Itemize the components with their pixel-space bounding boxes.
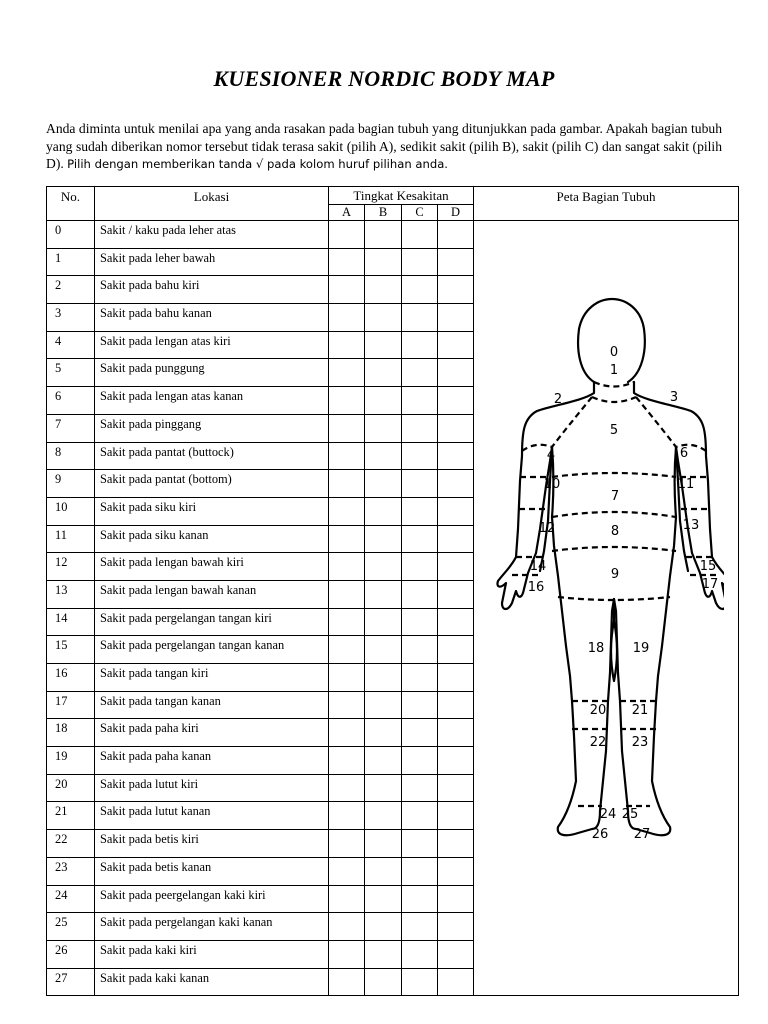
checkbox-cell-b[interactable] bbox=[365, 913, 402, 941]
checkbox-cell-c[interactable] bbox=[402, 553, 438, 581]
checkbox-cell-b[interactable] bbox=[365, 691, 402, 719]
checkbox-cell-d[interactable] bbox=[438, 913, 474, 941]
checkbox-cell-c[interactable] bbox=[402, 747, 438, 775]
row-number: 6 bbox=[47, 387, 95, 415]
row-location: Sakit pada pergelangan tangan kiri bbox=[95, 608, 329, 636]
body-region-label-24: 24 bbox=[599, 807, 617, 822]
header-no: No. bbox=[47, 187, 95, 221]
body-region-label-19: 19 bbox=[632, 641, 650, 656]
checkbox-cell-d[interactable] bbox=[438, 885, 474, 913]
checkbox-cell-c[interactable] bbox=[402, 830, 438, 858]
checkbox-cell-a[interactable] bbox=[329, 608, 365, 636]
checkbox-cell-c[interactable] bbox=[402, 497, 438, 525]
checkbox-cell-a[interactable] bbox=[329, 691, 365, 719]
checkbox-cell-d[interactable] bbox=[438, 442, 474, 470]
waist-lower-line bbox=[552, 512, 676, 517]
checkbox-cell-c[interactable] bbox=[402, 414, 438, 442]
body-map-figure bbox=[494, 281, 724, 866]
row-number: 27 bbox=[47, 968, 95, 996]
checkbox-cell-a[interactable] bbox=[329, 442, 365, 470]
checkbox-cell-b[interactable] bbox=[365, 940, 402, 968]
checkbox-cell-a[interactable] bbox=[329, 414, 365, 442]
checkbox-cell-a[interactable] bbox=[329, 276, 365, 304]
checkbox-cell-b[interactable] bbox=[365, 525, 402, 553]
header-level-d: D bbox=[438, 205, 474, 221]
checkbox-cell-a[interactable] bbox=[329, 940, 365, 968]
checkbox-cell-a[interactable] bbox=[329, 359, 365, 387]
row-location: Sakit pada betis kanan bbox=[95, 857, 329, 885]
checkbox-cell-b[interactable] bbox=[365, 608, 402, 636]
checkbox-cell-c[interactable] bbox=[402, 857, 438, 885]
checkbox-cell-c[interactable] bbox=[402, 691, 438, 719]
row-location: Sakit pada punggung bbox=[95, 359, 329, 387]
checkbox-cell-b[interactable] bbox=[365, 580, 402, 608]
body-region-label-5: 5 bbox=[609, 423, 619, 438]
row-number: 25 bbox=[47, 913, 95, 941]
body-region-label-26: 26 bbox=[591, 827, 609, 842]
checkbox-cell-d[interactable] bbox=[438, 553, 474, 581]
hip-line bbox=[552, 547, 676, 551]
checkbox-cell-b[interactable] bbox=[365, 802, 402, 830]
checkbox-cell-d[interactable] bbox=[438, 636, 474, 664]
checkbox-cell-d[interactable] bbox=[438, 857, 474, 885]
row-number: 18 bbox=[47, 719, 95, 747]
body-region-label-7: 7 bbox=[610, 489, 620, 504]
body-region-label-17: 17 bbox=[701, 577, 719, 592]
neck-lower-line bbox=[592, 397, 636, 402]
checkbox-cell-c[interactable] bbox=[402, 636, 438, 664]
checkbox-cell-c[interactable] bbox=[402, 802, 438, 830]
instructions-main: Anda diminta untuk menilai apa yang anda rasakan pada bagian tubuh yang ditunjukkan pada gambar. Apakah bagian tubuh yang sudah diberikan nomor tersebut tidak terasa sakit (pilih A), sedikit sakit (pilih B), sakit (pilih C) dan sangat sakit (pilih D). bbox=[46, 121, 722, 171]
checkbox-cell-d[interactable] bbox=[438, 664, 474, 692]
checkbox-cell-d[interactable] bbox=[438, 276, 474, 304]
row-location: Sakit pada pergelangan tangan kanan bbox=[95, 636, 329, 664]
body-region-label-21: 21 bbox=[631, 703, 649, 718]
row-location: Sakit pada bahu kiri bbox=[95, 276, 329, 304]
row-location: Sakit pada betis kiri bbox=[95, 830, 329, 858]
checkbox-cell-a[interactable] bbox=[329, 304, 365, 332]
checkbox-cell-a[interactable] bbox=[329, 525, 365, 553]
table-row bbox=[47, 221, 739, 249]
body-region-label-1: 1 bbox=[609, 363, 619, 378]
checkbox-cell-b[interactable] bbox=[365, 221, 402, 249]
row-number: 20 bbox=[47, 774, 95, 802]
row-location: Sakit pada siku kanan bbox=[95, 525, 329, 553]
checkbox-cell-a[interactable] bbox=[329, 885, 365, 913]
checkbox-cell-d[interactable] bbox=[438, 774, 474, 802]
checkbox-cell-b[interactable] bbox=[365, 331, 402, 359]
body-region-label-13: 13 bbox=[682, 518, 700, 533]
body-region-label-27: 27 bbox=[633, 827, 651, 842]
checkbox-cell-b[interactable] bbox=[365, 470, 402, 498]
row-number: 14 bbox=[47, 608, 95, 636]
row-number: 9 bbox=[47, 470, 95, 498]
row-location: Sakit pada bahu kanan bbox=[95, 304, 329, 332]
checkbox-cell-c[interactable] bbox=[402, 608, 438, 636]
checkbox-cell-a[interactable] bbox=[329, 497, 365, 525]
checkbox-cell-c[interactable] bbox=[402, 774, 438, 802]
checkbox-cell-c[interactable] bbox=[402, 276, 438, 304]
checkbox-cell-c[interactable] bbox=[402, 885, 438, 913]
row-location: Sakit pada tangan kanan bbox=[95, 691, 329, 719]
checkbox-cell-a[interactable] bbox=[329, 719, 365, 747]
row-location: Sakit pada pantat (buttock) bbox=[95, 442, 329, 470]
checkbox-cell-a[interactable] bbox=[329, 636, 365, 664]
header-level-a: A bbox=[329, 205, 365, 221]
checkbox-cell-a[interactable] bbox=[329, 802, 365, 830]
checkbox-cell-a[interactable] bbox=[329, 221, 365, 249]
checkbox-cell-a[interactable] bbox=[329, 248, 365, 276]
checkbox-cell-c[interactable] bbox=[402, 221, 438, 249]
body-region-label-2: 2 bbox=[553, 392, 563, 407]
body-region-label-20: 20 bbox=[589, 703, 607, 718]
body-region-label-22: 22 bbox=[589, 735, 607, 750]
row-location: Sakit pada lengan atas kanan bbox=[95, 387, 329, 415]
row-location: Sakit pada lengan atas kiri bbox=[95, 331, 329, 359]
row-location: Sakit pada pantat (bottom) bbox=[95, 470, 329, 498]
checkbox-cell-d[interactable] bbox=[438, 830, 474, 858]
checkbox-cell-b[interactable] bbox=[365, 830, 402, 858]
body-region-label-10: 10 bbox=[543, 477, 561, 492]
row-number: 23 bbox=[47, 857, 95, 885]
row-number: 19 bbox=[47, 747, 95, 775]
checkbox-cell-d[interactable] bbox=[438, 719, 474, 747]
body-region-label-3: 3 bbox=[669, 390, 679, 405]
table-body bbox=[47, 221, 739, 996]
checkbox-cell-d[interactable] bbox=[438, 248, 474, 276]
checkbox-cell-c[interactable] bbox=[402, 913, 438, 941]
row-location: Sakit pada paha kiri bbox=[95, 719, 329, 747]
checkbox-cell-d[interactable] bbox=[438, 747, 474, 775]
checkbox-cell-c[interactable] bbox=[402, 359, 438, 387]
checkbox-cell-a[interactable] bbox=[329, 470, 365, 498]
checkbox-cell-d[interactable] bbox=[438, 304, 474, 332]
checkbox-cell-d[interactable] bbox=[438, 470, 474, 498]
checkbox-cell-b[interactable] bbox=[365, 774, 402, 802]
checkbox-cell-c[interactable] bbox=[402, 470, 438, 498]
checkbox-cell-a[interactable] bbox=[329, 580, 365, 608]
body-region-label-0: 0 bbox=[609, 345, 619, 360]
checkbox-cell-a[interactable] bbox=[329, 331, 365, 359]
row-location: Sakit pada lutut kiri bbox=[95, 774, 329, 802]
checkbox-cell-c[interactable] bbox=[402, 331, 438, 359]
checkbox-cell-b[interactable] bbox=[365, 442, 402, 470]
row-number: 8 bbox=[47, 442, 95, 470]
waist-upper-line bbox=[552, 473, 676, 477]
checkbox-cell-d[interactable] bbox=[438, 497, 474, 525]
row-number: 11 bbox=[47, 525, 95, 553]
header-lokasi: Lokasi bbox=[95, 187, 329, 221]
checkbox-cell-b[interactable] bbox=[365, 636, 402, 664]
checkbox-cell-b[interactable] bbox=[365, 885, 402, 913]
checkbox-cell-c[interactable] bbox=[402, 304, 438, 332]
checkbox-cell-d[interactable] bbox=[438, 608, 474, 636]
row-location: Sakit / kaku pada leher atas bbox=[95, 221, 329, 249]
checkbox-cell-b[interactable] bbox=[365, 414, 402, 442]
body-region-label-8: 8 bbox=[610, 524, 620, 539]
body-map-cell bbox=[474, 221, 739, 996]
row-location: Sakit pada siku kiri bbox=[95, 497, 329, 525]
checkbox-cell-b[interactable] bbox=[365, 719, 402, 747]
checkbox-cell-c[interactable] bbox=[402, 442, 438, 470]
row-number: 26 bbox=[47, 940, 95, 968]
page-title: KUESIONER NORDIC BODY MAP bbox=[213, 66, 555, 91]
row-number: 10 bbox=[47, 497, 95, 525]
row-location: Sakit pada pinggang bbox=[95, 414, 329, 442]
row-number: 13 bbox=[47, 580, 95, 608]
row-number: 3 bbox=[47, 304, 95, 332]
checkbox-cell-b[interactable] bbox=[365, 497, 402, 525]
checkbox-cell-c[interactable] bbox=[402, 248, 438, 276]
row-location: Sakit pada kaki kiri bbox=[95, 940, 329, 968]
checkbox-cell-a[interactable] bbox=[329, 774, 365, 802]
checkbox-cell-a[interactable] bbox=[329, 664, 365, 692]
checkbox-cell-b[interactable] bbox=[365, 553, 402, 581]
row-location: Sakit pada lengan bawah kiri bbox=[95, 553, 329, 581]
row-number: 17 bbox=[47, 691, 95, 719]
checkbox-cell-b[interactable] bbox=[365, 857, 402, 885]
body-outline bbox=[497, 382, 724, 835]
body-region-label-12: 12 bbox=[538, 521, 556, 536]
row-number: 1 bbox=[47, 248, 95, 276]
row-location: Sakit pada lutut kanan bbox=[95, 802, 329, 830]
row-number: 15 bbox=[47, 636, 95, 664]
checkbox-cell-b[interactable] bbox=[365, 387, 402, 415]
checkbox-cell-d[interactable] bbox=[438, 691, 474, 719]
row-location: Sakit pada pergelangan kaki kanan bbox=[95, 913, 329, 941]
body-region-label-4: 4 bbox=[546, 448, 556, 463]
checkbox-cell-d[interactable] bbox=[438, 359, 474, 387]
checkbox-cell-c[interactable] bbox=[402, 387, 438, 415]
checkbox-cell-c[interactable] bbox=[402, 664, 438, 692]
checkbox-cell-d[interactable] bbox=[438, 387, 474, 415]
checkbox-cell-b[interactable] bbox=[365, 304, 402, 332]
checkbox-cell-d[interactable] bbox=[438, 940, 474, 968]
checkbox-cell-a[interactable] bbox=[329, 747, 365, 775]
row-number: 21 bbox=[47, 802, 95, 830]
checkbox-cell-a[interactable] bbox=[329, 830, 365, 858]
row-number: 16 bbox=[47, 664, 95, 692]
body-region-label-14: 14 bbox=[529, 559, 547, 574]
row-number: 7 bbox=[47, 414, 95, 442]
checkbox-cell-c[interactable] bbox=[402, 968, 438, 996]
row-location: Sakit pada kaki kanan bbox=[95, 968, 329, 996]
body-region-label-6: 6 bbox=[679, 446, 689, 461]
checkbox-cell-a[interactable] bbox=[329, 968, 365, 996]
body-region-label-9: 9 bbox=[610, 567, 620, 582]
row-number: 2 bbox=[47, 276, 95, 304]
checkbox-cell-b[interactable] bbox=[365, 747, 402, 775]
checkbox-cell-d[interactable] bbox=[438, 221, 474, 249]
body-region-label-16: 16 bbox=[527, 580, 545, 595]
body-region-label-11: 11 bbox=[677, 477, 695, 492]
checkbox-cell-d[interactable] bbox=[438, 968, 474, 996]
checkbox-cell-c[interactable] bbox=[402, 580, 438, 608]
checkbox-cell-b[interactable] bbox=[365, 248, 402, 276]
checkbox-cell-b[interactable] bbox=[365, 664, 402, 692]
header-peta-bagian-tubuh: Peta Bagian Tubuh bbox=[474, 187, 739, 221]
row-location: Sakit pada paha kanan bbox=[95, 747, 329, 775]
body-region-label-23: 23 bbox=[631, 735, 649, 750]
checkbox-cell-b[interactable] bbox=[365, 276, 402, 304]
row-location: Sakit pada peergelangan kaki kiri bbox=[95, 885, 329, 913]
body-region-label-18: 18 bbox=[587, 641, 605, 656]
body-region-label-25: 25 bbox=[621, 807, 639, 822]
checkbox-cell-a[interactable] bbox=[329, 387, 365, 415]
row-location: Sakit pada leher bawah bbox=[95, 248, 329, 276]
checkbox-cell-d[interactable] bbox=[438, 525, 474, 553]
row-number: 22 bbox=[47, 830, 95, 858]
row-location: Sakit pada tangan kiri bbox=[95, 664, 329, 692]
row-number: 12 bbox=[47, 553, 95, 581]
checkbox-cell-a[interactable] bbox=[329, 553, 365, 581]
row-number: 5 bbox=[47, 359, 95, 387]
checkbox-cell-b[interactable] bbox=[365, 359, 402, 387]
body-region-label-15: 15 bbox=[699, 559, 717, 574]
row-number: 24 bbox=[47, 885, 95, 913]
checkbox-cell-d[interactable] bbox=[438, 331, 474, 359]
nordic-body-map-table bbox=[46, 186, 739, 996]
instructions bbox=[46, 120, 722, 174]
checkbox-cell-d[interactable] bbox=[438, 802, 474, 830]
header-level-c: C bbox=[402, 205, 438, 221]
instructions-tail: Pilih dengan memberikan tanda √ pada kolom huruf pilihan anda. bbox=[67, 157, 448, 171]
checkbox-cell-d[interactable] bbox=[438, 414, 474, 442]
header-tingkat-kesakitan: Tingkat Kesakitan bbox=[329, 187, 474, 205]
checkbox-cell-a[interactable] bbox=[329, 913, 365, 941]
checkbox-cell-c[interactable] bbox=[402, 719, 438, 747]
row-location: Sakit pada lengan bawah kanan bbox=[95, 580, 329, 608]
row-number: 4 bbox=[47, 331, 95, 359]
checkbox-cell-c[interactable] bbox=[402, 525, 438, 553]
checkbox-cell-d[interactable] bbox=[438, 580, 474, 608]
header-level-b: B bbox=[365, 205, 402, 221]
row-number: 0 bbox=[47, 221, 95, 249]
checkbox-cell-a[interactable] bbox=[329, 857, 365, 885]
checkbox-cell-b[interactable] bbox=[365, 968, 402, 996]
checkbox-cell-c[interactable] bbox=[402, 940, 438, 968]
